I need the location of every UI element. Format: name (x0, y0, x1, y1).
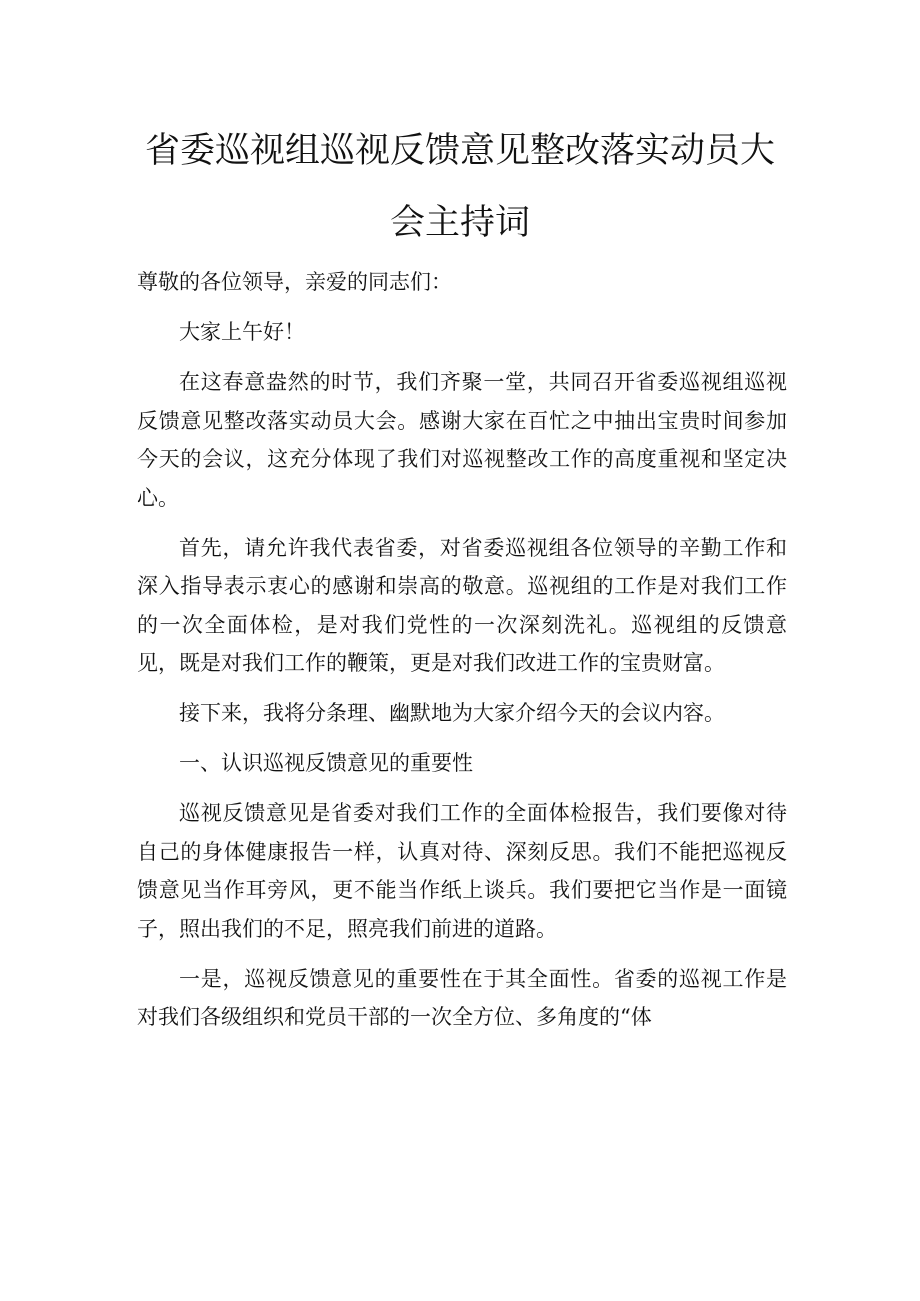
paragraph-point-one: 一是，巡视反馈意见的重要性在于其全面性。省委的巡视工作是对我们各级组织和党员干部的一次全方位、多角度的“体 (137, 966, 787, 1029)
document-body (137, 263, 787, 1048)
section-heading-1: 一、认识巡视反馈意见的重要性 (179, 751, 473, 775)
greeting: 大家上午好！ (179, 320, 305, 344)
paragraph-thanks: 首先，请允许我代表省委，对省委巡视组各位领导的辛勤工作和深入指导表示衷心的感谢和崇高的敬意。巡视组的工作是对我们工作的一次全面体检，是对我们党性的一次深刻洗礼。巡视组的反馈意见，既是对我们工作的鞭策，更是对我们改进工作的宝贵财富。 (137, 535, 787, 675)
paragraph-agenda: 接下来，我将分条理、幽默地为大家介绍今天的会议内容。 (179, 701, 725, 725)
document-title-line-1: 省委巡视组巡视反馈意见整改落实动员大 (144, 131, 775, 171)
salutation: 尊敬的各位领导，亲爱的同志们： (137, 270, 452, 294)
paragraph-opening: 在这春意盎然的时节，我们齐聚一堂，共同召开省委巡视组巡视反馈意见整改落实动员大会。感谢大家在百忙之中抽出宝贵时间参加今天的会议，这充分体现了我们对巡视整改工作的高度重视和坚定决心。 (137, 370, 787, 510)
document-title-line-2: 会主持词 (389, 203, 530, 243)
paragraph-importance: 巡视反馈意见是省委对我们工作的全面体检报告，我们要像对待自己的身体健康报告一样，认真对待、深刻反思。我们不能把巡视反馈意见当作耳旁风，更不能当作纸上谈兵。我们要把它当作是一面镜子，照出我们的不足，照亮我们前进的道路。 (137, 801, 787, 941)
